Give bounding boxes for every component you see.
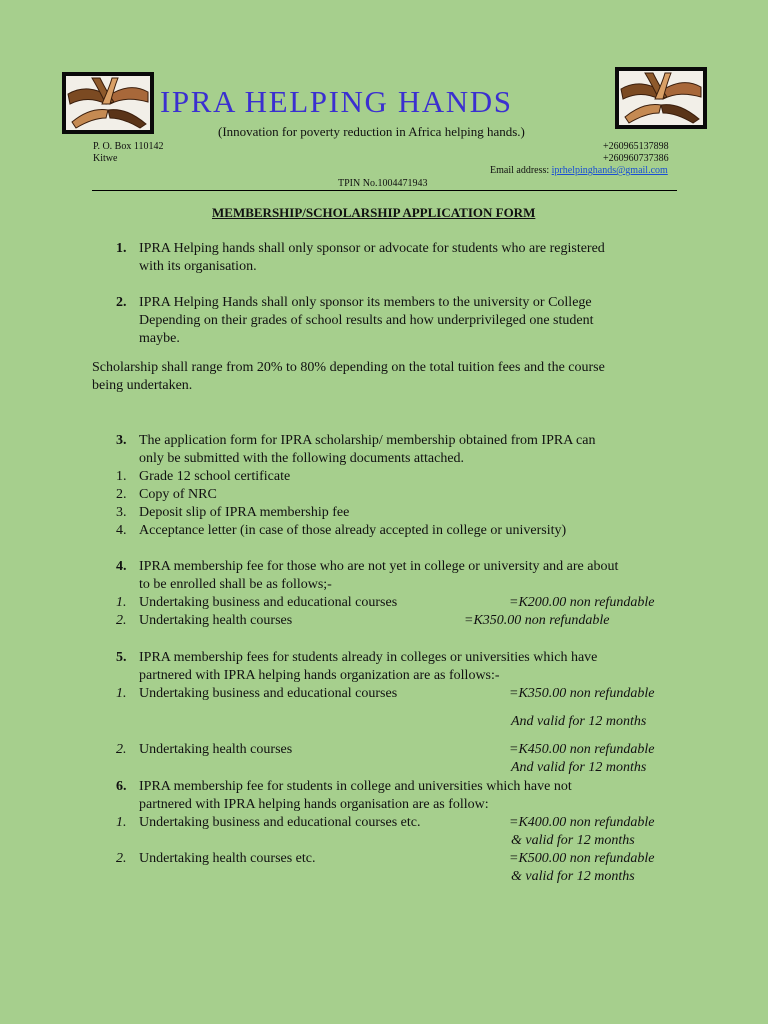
rule-6-item-2-text: Undertaking health courses etc.	[139, 851, 316, 866]
rule-5-item-2-number: 2.	[116, 742, 127, 757]
document-3-number: 3.	[116, 505, 127, 520]
phone-2: +260960737386	[603, 153, 669, 164]
rule-5-line-2: partnered with IPRA helping hands organization are as follows:-	[139, 668, 500, 683]
scholarship-note-line-2: being undertaken.	[92, 378, 193, 393]
joined-hands-icon	[615, 67, 707, 129]
document-2-text: Copy of NRC	[139, 487, 217, 502]
rule-4-line-2: to be enrolled shall be as follows;-	[139, 577, 332, 592]
scholarship-note-line-1: Scholarship shall range from 20% to 80% depending on the total tuition fees and the course	[92, 360, 605, 375]
document-3-text: Deposit slip of IPRA membership fee	[139, 505, 350, 520]
rule-5-item-1-validity: And valid for 12 months	[511, 714, 647, 729]
document-1-number: 1.	[116, 469, 127, 484]
rule-5-item-1-number: 1.	[116, 686, 127, 701]
rule-1-line-2: with its organisation.	[139, 259, 257, 274]
header-divider	[92, 190, 677, 191]
rule-6-line-1: IPRA membership fee for students in college and universities which have not	[139, 779, 572, 794]
rule-4-line-1: IPRA membership fee for those who are not yet in college or university and are about	[139, 559, 619, 574]
rule-4-item-1-number: 1.	[116, 595, 127, 610]
rule-4-item-2-number: 2.	[116, 613, 127, 628]
rule-6-item-2-number: 2.	[116, 851, 127, 866]
rule-6-item-1-number: 1.	[116, 815, 127, 830]
rule-4-item-1-fee: =K200.00 non refundable	[509, 595, 655, 610]
document-2-number: 2.	[116, 487, 127, 502]
rule-4-item-2-text: Undertaking health courses	[139, 613, 293, 628]
rule-5-item-2-validity: And valid for 12 months	[511, 760, 647, 775]
document-1-text: Grade 12 school certificate	[139, 469, 291, 484]
form-title: MEMBERSHIP/SCHOLARSHIP APPLICATION FORM	[212, 205, 536, 220]
rule-1-number: 1.	[116, 241, 127, 256]
joined-hands-icon-right	[615, 67, 707, 129]
rule-4-number: 4.	[116, 559, 127, 574]
phone-1: +260965137898	[603, 141, 669, 152]
rule-6-number: 6.	[116, 779, 127, 794]
tpin: TPIN No.1004471943	[338, 178, 428, 189]
rule-4-item-2-fee: =K350.00 non refundable	[464, 613, 610, 628]
rule-3-line-2: only be submitted with the following documents attached.	[139, 451, 465, 466]
po-box: P. O. Box 110142	[93, 141, 164, 152]
rule-5-item-1-fee: =K350.00 non refundable	[509, 686, 655, 701]
rule-5-item-2-fee: =K450.00 non refundable	[509, 742, 655, 757]
city: Kitwe	[93, 153, 118, 164]
org-name: IPRA HELPING HANDS	[160, 84, 513, 119]
rule-5-item-2-text: Undertaking health courses	[139, 742, 293, 757]
email-line	[490, 165, 668, 177]
rule-3-line-1: The application form for IPRA scholarship/ membership obtained from IPRA can	[139, 433, 596, 448]
rule-5-item-1-text: Undertaking business and educational courses	[139, 686, 398, 701]
tagline: (Innovation for poverty reduction in Africa helping hands.)	[218, 124, 525, 139]
rule-5-line-1: IPRA membership fees for students already in colleges or universities which have	[139, 650, 598, 665]
rule-1-line-1: IPRA Helping hands shall only sponsor or advocate for students who are registered	[139, 241, 605, 256]
document-4-text: Acceptance letter (in case of those already accepted in college or university)	[139, 523, 567, 538]
rule-6-item-2-validity: & valid for 12 months	[511, 869, 635, 884]
rule-6-line-2: partnered with IPRA helping hands organisation are as follow:	[139, 797, 489, 812]
document-4-number: 4.	[116, 523, 127, 538]
joined-hands-icon-left	[62, 72, 154, 134]
rule-3-number: 3.	[116, 433, 127, 448]
joined-hands-icon	[62, 72, 154, 134]
rule-2-line-3: maybe.	[139, 331, 180, 346]
rule-5-number: 5.	[116, 650, 127, 665]
email-label: Email address:	[490, 165, 550, 176]
rule-2-line-1: IPRA Helping Hands shall only sponsor its members to the university or College	[139, 295, 592, 310]
rule-6-item-1-fee: =K400.00 non refundable	[509, 815, 655, 830]
rule-6-item-1-validity: & valid for 12 months	[511, 833, 635, 848]
email-link[interactable]: iprhelpinghands@gmail.com	[551, 165, 668, 176]
rule-6-item-2-fee: =K500.00 non refundable	[509, 851, 655, 866]
rule-4-item-1-text: Undertaking business and educational courses	[139, 595, 398, 610]
rule-2-line-2: Depending on their grades of school results and how underprivileged one student	[139, 313, 594, 328]
rule-6-item-1-text: Undertaking business and educational courses etc.	[139, 815, 421, 830]
rule-2-number: 2.	[116, 295, 127, 310]
